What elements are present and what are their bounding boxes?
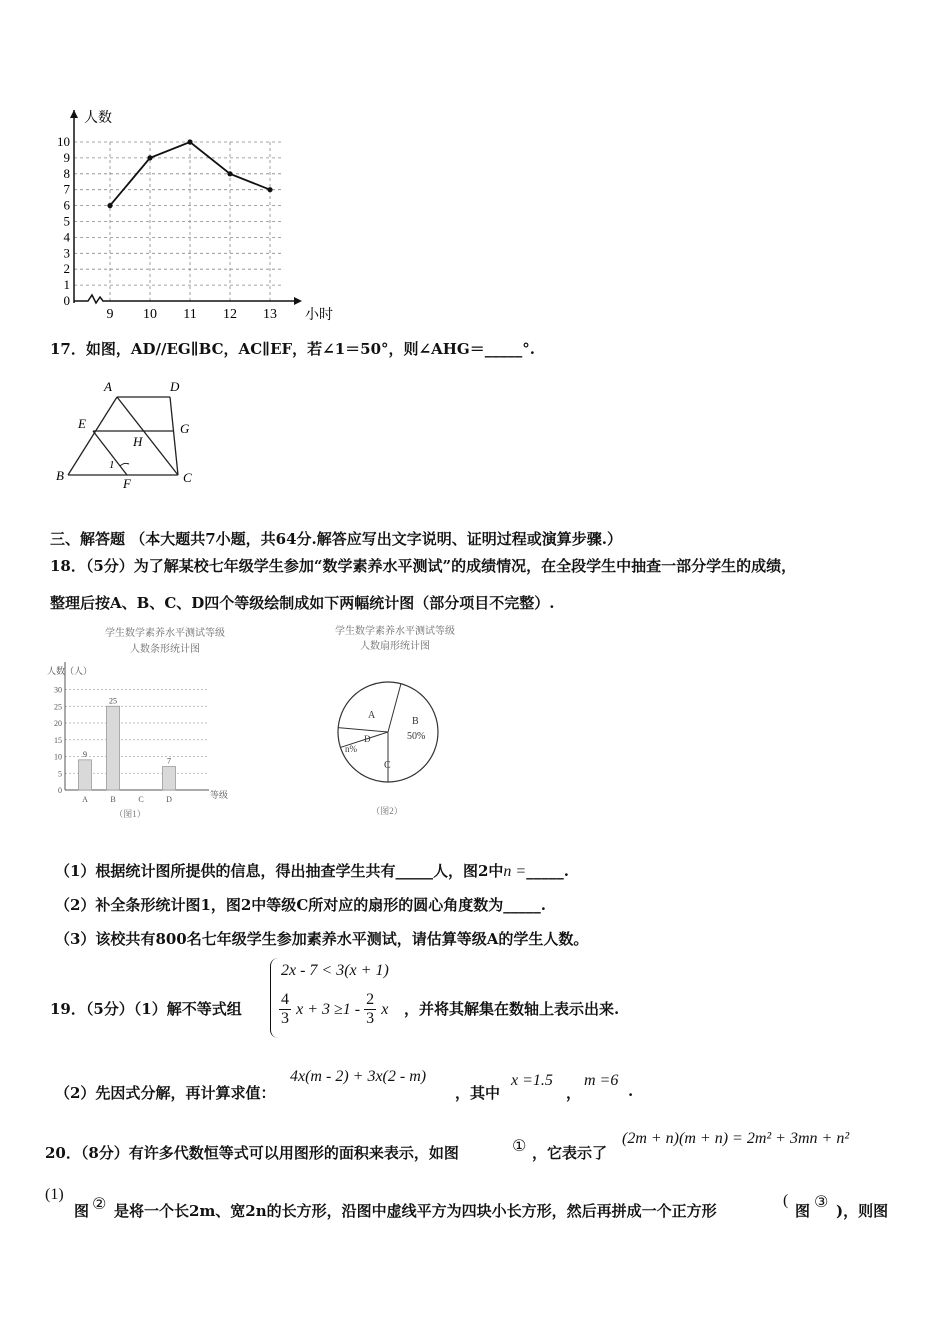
y-tick-label: 4 [63, 229, 70, 245]
hours-line-chart [50, 100, 340, 325]
bar-category-label: D [166, 795, 172, 804]
ineq2-num1: 4 [281, 991, 289, 1008]
figure-3-marker: ③ [814, 1192, 829, 1211]
y-tick-label: 3 [63, 245, 70, 261]
y-tick-label: 7 [63, 181, 70, 197]
bar-chart-ylabel: 人数（人） [47, 666, 93, 676]
question-18-line2: 整理后按A、B、C、D四个等级绘制成如下两幅统计图（部分项目不完整）. [50, 594, 555, 612]
q19-expression: 4x(m - 2) + 3x(2 - m) [290, 1068, 427, 1085]
q18-sub1-text-b: _____. [526, 862, 569, 880]
question-18-sub1 [55, 860, 569, 881]
q19-comma: ， [566, 1084, 582, 1102]
x-tick-label: 9 [106, 307, 114, 322]
question-19-tail: ，并将其解集在数轴上表示出来. [404, 1000, 620, 1018]
line-chart-grid [74, 142, 282, 301]
y-tick-label: 2 [63, 261, 70, 277]
bar-chart-title-2: 人数条形统计图 [130, 644, 200, 655]
ineq2-mid: x + 3 ≥1 - [296, 1001, 365, 1018]
bar-chart-title-1: 学生数学素养水平测试等级 [105, 628, 225, 639]
q20-identity: (2m + n)(m + n) = 2m² + 3mn + n² [622, 1130, 850, 1147]
q19-m-value: m =6 [584, 1072, 619, 1089]
label-A: A [104, 379, 112, 394]
x-tick-label: 11 [183, 307, 197, 322]
question-18-sub2: （2）补全条形统计图1，图2中等级C所对应的扇形的圆心角度数为_____. [55, 896, 546, 914]
y-tick-label: 0 [63, 293, 70, 308]
question-19-sub2-lead: （2）先因式分解，再计算求值： [55, 1084, 276, 1102]
bar-y-tick-label: 0 [58, 786, 62, 795]
pie-label-A: A [368, 710, 376, 721]
question-20-lead: 20．（8分）有许多代数恒等式可以用图形的面积来表示，如图 [45, 1144, 459, 1162]
question-19-lead: 19．（5分）（1）解不等式组 [50, 1000, 242, 1018]
q17-figure [50, 372, 220, 497]
x-tick-label: 12 [223, 307, 237, 322]
bar-category-label: C [138, 795, 144, 804]
y-tick-label: 9 [63, 149, 70, 165]
bar-chart-xlabel: 等级 [210, 790, 229, 800]
y-tick-label: 10 [57, 134, 70, 149]
inequality-2 [279, 991, 388, 1028]
bar-chart-grid [54, 662, 209, 795]
data-point [147, 155, 152, 160]
ineq2-den1: 3 [281, 1010, 289, 1027]
y-tick-label: 1 [63, 277, 70, 293]
bar-A [79, 760, 92, 790]
pie-label-B: B [412, 716, 419, 727]
q19-end: . [628, 1082, 634, 1100]
pie-chart-slices [338, 682, 438, 782]
inequality-1: 2x - 7 < 3(x + 1) [281, 962, 389, 979]
label-G: G [180, 421, 190, 436]
bar-chart-caption: （图1） [114, 809, 146, 819]
bar-y-tick-label: 15 [54, 735, 62, 745]
question-18-line1: 18．（5分）为了解某校七年级学生参加“数学素养水平测试”的成绩情况，在全段学生中抽查一部分学生的成绩， [50, 557, 797, 575]
q20-line2-c: 图 [795, 1202, 811, 1220]
line-chart-ylabel: 人数 [84, 111, 112, 126]
x-tick-label: 13 [263, 307, 277, 322]
question-20-mid: ，它表示了 [532, 1144, 608, 1162]
pie-label-B-percent: 50% [407, 731, 426, 742]
bar-chart-bars [79, 696, 176, 804]
figure-1-marker: ① [512, 1136, 527, 1155]
bar-chart-figure-1 [45, 622, 270, 827]
q20-paren: ( [783, 1192, 789, 1209]
q20-line2-a: 图 [74, 1202, 90, 1220]
pie-chart-title-1: 学生数学素养水平测试等级 [335, 626, 455, 637]
q19-x-value: x =1.5 [511, 1072, 553, 1089]
line-chart-xlabel: 小时 [305, 308, 333, 323]
bar-data-label: 9 [83, 749, 87, 759]
y-tick-label: 8 [63, 165, 70, 181]
bar-data-label: 25 [109, 696, 117, 706]
section-3-title: 三、解答题 （本大题共7小题，共64分.解答应写出文字说明、证明过程或演算步骤.） [50, 530, 622, 548]
data-point [107, 203, 112, 208]
pie-label-C: C [384, 760, 391, 771]
y-tick-label: 5 [63, 213, 70, 229]
bar-B [107, 706, 120, 790]
pie-slice-edge [388, 684, 401, 732]
label-H: H [133, 434, 143, 449]
label-C: C [183, 470, 192, 485]
bar-category-label: A [82, 795, 88, 804]
q20-part-1-marker: (1) [45, 1186, 64, 1203]
angle-1-label: 1 [109, 459, 115, 471]
bar-y-tick-label: 5 [58, 769, 62, 779]
q18-sub1-n: n = [503, 863, 527, 880]
y-axis-arrow [70, 110, 78, 118]
x-axis-arrow [294, 297, 302, 305]
ineq2-num2: 2 [366, 991, 375, 1008]
ineq2-tail: x [381, 1001, 389, 1018]
x-tick-label: 10 [143, 307, 157, 322]
bar-y-tick-label: 30 [54, 685, 62, 695]
q18-sub1-text-a: （1）根据统计图所提供的信息，得出抽查学生共有_____人，图2中 [55, 862, 504, 880]
q20-line2-b: 是将一个长2m、宽2n的长方形，沿图中虚线平方为四块小长方形，然后再拼成一个正方形 [114, 1202, 717, 1220]
bar-y-tick-label: 25 [54, 702, 62, 712]
ineq2-den2: 3 [366, 1010, 375, 1027]
pie-label-D-percent: n% [345, 744, 357, 754]
label-F: F [123, 476, 131, 491]
bar-y-tick-label: 20 [54, 719, 62, 728]
pie-chart-title-2: 人数扇形统计图 [360, 641, 430, 652]
data-point [227, 171, 232, 176]
pie-label-D: D [364, 734, 371, 744]
figure-2-marker: ② [92, 1194, 107, 1213]
bar-y-tick-label: 10 [54, 752, 62, 762]
y-tick-label: 6 [63, 197, 70, 213]
x-axis [74, 295, 298, 303]
data-point [267, 187, 272, 192]
bar-data-label: 7 [167, 756, 171, 766]
pie-chart-caption: （图2） [371, 806, 403, 816]
q19-sub2-mid: ，其中 [455, 1084, 501, 1102]
pie-slice-edge [338, 728, 388, 732]
bar-category-label: B [110, 795, 116, 804]
label-B: B [56, 468, 64, 483]
bar-D [163, 767, 176, 790]
label-E: E [78, 416, 86, 431]
data-point [187, 139, 192, 144]
label-D: D [170, 379, 180, 394]
question-17: 17．如图，AD//EG∥BC，AC∥EF，若∠1＝50°，则∠AHG＝_____°. [50, 340, 535, 358]
q20-line2-d: )，则图 [836, 1202, 889, 1220]
question-18-sub3: （3）该校共有800名七年级学生参加素养水平测试，请估算等级A的学生人数。 [55, 930, 589, 948]
pie-chart-figure-2 [305, 622, 495, 827]
